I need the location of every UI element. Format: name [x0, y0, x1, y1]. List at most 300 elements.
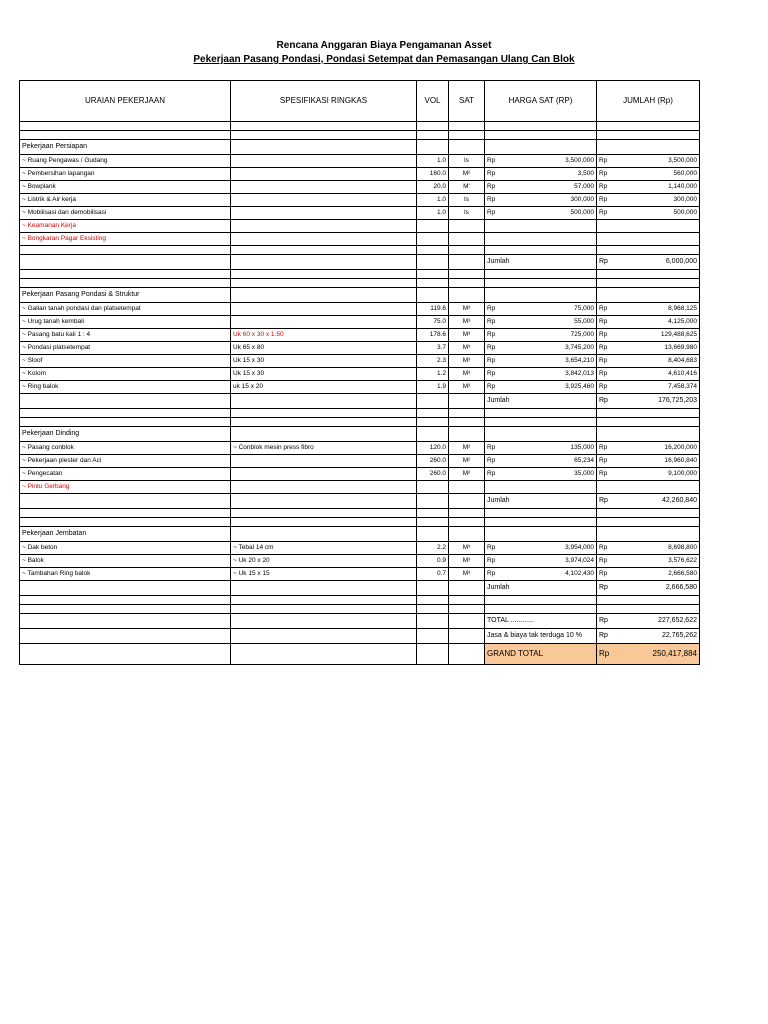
amount: 55,000	[574, 318, 594, 325]
item-unit: M²	[449, 468, 485, 481]
item-volume: 0.7	[417, 568, 449, 581]
item-volume: 0.9	[417, 555, 449, 568]
item-unit-price	[485, 207, 597, 220]
section-title: Pekerjaan Persiapan	[20, 140, 231, 155]
amount: 4,102,430	[565, 570, 594, 577]
amount: 3,954,000	[565, 544, 594, 551]
empty-cell	[231, 394, 417, 409]
empty-cell	[231, 279, 417, 288]
total-amount	[597, 614, 700, 629]
table-row	[20, 455, 700, 468]
table-row	[20, 316, 700, 329]
empty-cell	[20, 605, 231, 614]
empty-cell	[20, 122, 231, 131]
currency-label: Rp	[599, 557, 608, 564]
table-row	[20, 233, 700, 246]
currency-label: Rp	[599, 457, 608, 464]
item-amount	[597, 155, 700, 168]
item-description: ~ Pondasi platsetempat	[20, 342, 231, 355]
empty-cell	[20, 131, 231, 140]
spacer-row	[20, 418, 700, 427]
currency-label: Rp	[487, 196, 496, 203]
amount: 35,000	[574, 470, 594, 477]
empty-cell	[597, 279, 700, 288]
subtotal-row	[20, 394, 700, 409]
empty-cell	[417, 527, 449, 542]
item-volume: 178.6	[417, 329, 449, 342]
empty-cell	[597, 418, 700, 427]
table-row	[20, 355, 700, 368]
empty-cell	[485, 427, 597, 442]
empty-cell	[20, 581, 231, 596]
empty-cell	[449, 131, 485, 140]
item-unit-price	[485, 542, 597, 555]
currency-label: Rp	[487, 357, 496, 364]
spacer-row	[20, 518, 700, 527]
empty-cell	[449, 581, 485, 596]
item-specification	[231, 233, 417, 246]
empty-cell	[417, 605, 449, 614]
empty-cell	[417, 279, 449, 288]
item-unit-price	[485, 316, 597, 329]
amount: 3,654,210	[565, 357, 594, 364]
empty-cell	[20, 394, 231, 409]
empty-cell	[231, 518, 417, 527]
item-unit: M³	[449, 368, 485, 381]
empty-cell	[417, 394, 449, 409]
empty-cell	[597, 527, 700, 542]
item-unit-price	[485, 342, 597, 355]
empty-cell	[449, 394, 485, 409]
item-description: ~ Kolom	[20, 368, 231, 381]
amount: 3,925,460	[565, 383, 594, 390]
item-unit: M²	[449, 442, 485, 455]
item-volume	[417, 220, 449, 233]
header-spesifikasi: SPESIFIKASI RINGKAS	[231, 81, 417, 122]
contingency-label: Jasa & biaya tak terduga 10 %	[485, 629, 597, 644]
item-amount	[597, 329, 700, 342]
currency-label: Rp	[599, 157, 608, 164]
empty-cell	[449, 509, 485, 518]
empty-cell	[485, 527, 597, 542]
empty-cell	[449, 122, 485, 131]
grand-total-row	[20, 644, 700, 665]
empty-cell	[20, 279, 231, 288]
item-unit-price	[485, 442, 597, 455]
item-specification: Uk 65 x 80	[231, 342, 417, 355]
empty-cell	[20, 246, 231, 255]
item-unit-price	[485, 555, 597, 568]
item-unit	[449, 220, 485, 233]
table-row	[20, 442, 700, 455]
item-description: ~ Urug tanah kembali	[20, 316, 231, 329]
currency-label: Rp	[487, 305, 496, 312]
item-unit-price	[485, 368, 597, 381]
item-description: ~ Pintu Gerbang	[20, 481, 231, 494]
empty-cell	[485, 288, 597, 303]
currency-label: Rp	[487, 470, 496, 477]
item-amount	[597, 468, 700, 481]
total-label: TOTAL ............	[485, 614, 597, 629]
amount: 16,960,840	[664, 457, 697, 464]
empty-cell	[417, 122, 449, 131]
subtotal-amount	[597, 394, 700, 409]
header-jumlah: JUMLAH (Rp)	[597, 81, 700, 122]
currency-label: Rp	[599, 209, 608, 216]
item-volume: 2.3	[417, 355, 449, 368]
item-volume: 119.6	[417, 303, 449, 316]
item-unit: ls	[449, 155, 485, 168]
item-unit: M³	[449, 342, 485, 355]
currency-label: Rp	[599, 584, 608, 591]
empty-cell	[417, 246, 449, 255]
item-unit: ls	[449, 207, 485, 220]
item-volume	[417, 481, 449, 494]
item-volume: 1.0	[417, 194, 449, 207]
currency-label: Rp	[487, 183, 496, 190]
amount: 6,000,000	[665, 258, 697, 265]
table-row	[20, 329, 700, 342]
empty-cell	[597, 246, 700, 255]
item-unit: M'	[449, 181, 485, 194]
empty-cell	[597, 140, 700, 155]
empty-cell	[417, 270, 449, 279]
empty-cell	[449, 270, 485, 279]
item-volume: 260.0	[417, 468, 449, 481]
currency-label: Rp	[487, 331, 496, 338]
spacer-row	[20, 270, 700, 279]
currency-label: Rp	[599, 258, 608, 265]
item-amount	[597, 542, 700, 555]
item-description: ~ Sloof	[20, 355, 231, 368]
item-unit-price	[485, 381, 597, 394]
empty-cell	[231, 509, 417, 518]
empty-cell	[449, 246, 485, 255]
amount: 3,745,200	[565, 344, 594, 351]
empty-cell	[231, 418, 417, 427]
item-volume: 260.0	[417, 455, 449, 468]
empty-cell	[449, 614, 485, 629]
subtotal-label: Jumlah	[485, 255, 597, 270]
empty-cell	[597, 122, 700, 131]
item-amount	[597, 194, 700, 207]
section-title-row	[20, 288, 700, 303]
table-row	[20, 555, 700, 568]
subtotal-row	[20, 494, 700, 509]
item-amount	[597, 303, 700, 316]
empty-cell	[231, 246, 417, 255]
empty-cell	[417, 255, 449, 270]
empty-cell	[417, 288, 449, 303]
currency-label: Rp	[487, 570, 496, 577]
currency-label: Rp	[599, 544, 608, 551]
amount: 65,234	[574, 457, 594, 464]
item-description: ~ Dak beton	[20, 542, 231, 555]
empty-cell	[231, 427, 417, 442]
spacer-row	[20, 246, 700, 255]
item-unit-price	[485, 455, 597, 468]
header-uraian: URAIAN PEKERJAAN	[20, 81, 231, 122]
table-row	[20, 194, 700, 207]
empty-cell	[231, 596, 417, 605]
item-description: ~ Ruang Pengawas / Gudang	[20, 155, 231, 168]
item-volume: 160.0	[417, 168, 449, 181]
item-unit: M³	[449, 542, 485, 555]
item-specification	[231, 168, 417, 181]
empty-cell	[449, 518, 485, 527]
empty-cell	[597, 131, 700, 140]
amount: 500,000	[673, 209, 697, 216]
item-unit-price	[485, 155, 597, 168]
currency-label: Rp	[599, 196, 608, 203]
empty-cell	[417, 509, 449, 518]
item-unit-price	[485, 181, 597, 194]
empty-cell	[449, 140, 485, 155]
empty-cell	[449, 288, 485, 303]
table-row	[20, 481, 700, 494]
currency-label: Rp	[487, 557, 496, 564]
currency-label: Rp	[599, 331, 608, 338]
item-volume: 1.2	[417, 368, 449, 381]
empty-cell	[597, 427, 700, 442]
empty-cell	[449, 279, 485, 288]
item-description: ~ Pembersihan lapangan	[20, 168, 231, 181]
table-row	[20, 381, 700, 394]
item-amount	[597, 181, 700, 194]
empty-cell	[231, 581, 417, 596]
currency-label: Rp	[487, 344, 496, 351]
amount: 176,725,203	[658, 397, 697, 404]
amount: 2,666,580	[665, 584, 697, 591]
item-description: ~ Pasang conblok	[20, 442, 231, 455]
currency-label: Rp	[599, 305, 608, 312]
total-row	[20, 614, 700, 629]
table-row	[20, 207, 700, 220]
item-specification: Uk 15 x 30	[231, 355, 417, 368]
amount: 75,000	[574, 305, 594, 312]
table-row	[20, 155, 700, 168]
cost-estimate-table	[19, 80, 700, 665]
empty-cell	[231, 494, 417, 509]
item-amount	[597, 481, 700, 494]
item-amount	[597, 220, 700, 233]
item-amount	[597, 568, 700, 581]
empty-cell	[20, 629, 231, 644]
item-specification	[231, 181, 417, 194]
spacer-row	[20, 279, 700, 288]
currency-label: Rp	[599, 397, 608, 404]
item-amount	[597, 381, 700, 394]
table-row	[20, 368, 700, 381]
amount: 57,000	[574, 183, 594, 190]
empty-cell	[485, 122, 597, 131]
section-title: Pekerjaan Dinding	[20, 427, 231, 442]
empty-cell	[485, 596, 597, 605]
currency-label: Rp	[599, 370, 608, 377]
currency-label: Rp	[487, 209, 496, 216]
amount: 13,669,980	[664, 344, 697, 351]
item-description: ~ Bowplank	[20, 181, 231, 194]
item-volume: 1.9	[417, 381, 449, 394]
empty-cell	[449, 427, 485, 442]
empty-cell	[231, 122, 417, 131]
currency-label: Rp	[599, 444, 608, 451]
item-unit	[449, 233, 485, 246]
item-amount	[597, 355, 700, 368]
empty-cell	[20, 596, 231, 605]
empty-cell	[485, 509, 597, 518]
empty-cell	[417, 427, 449, 442]
empty-cell	[485, 409, 597, 418]
item-specification: ~ Tebal 14 cm	[231, 542, 417, 555]
item-description: ~ Galian tanah pondasi dan platsetempat	[20, 303, 231, 316]
empty-cell	[597, 605, 700, 614]
empty-cell	[20, 255, 231, 270]
currency-label: Rp	[599, 649, 610, 658]
item-unit: M³	[449, 381, 485, 394]
page-subtitle: Pekerjaan Pasang Pondasi, Pondasi Setempat dan Pemasangan Ulang Can Blok	[193, 54, 575, 65]
empty-cell	[20, 409, 231, 418]
subtotal-amount	[597, 494, 700, 509]
item-unit-price	[485, 355, 597, 368]
empty-cell	[485, 518, 597, 527]
empty-cell	[20, 614, 231, 629]
empty-cell	[449, 255, 485, 270]
currency-label: Rp	[487, 318, 496, 325]
currency-label: Rp	[487, 444, 496, 451]
table-row	[20, 342, 700, 355]
item-amount	[597, 233, 700, 246]
contingency-row	[20, 629, 700, 644]
currency-label: Rp	[599, 383, 608, 390]
item-description: ~ Ring balok	[20, 381, 231, 394]
subtotal-label: Jumlah	[485, 494, 597, 509]
empty-cell	[597, 409, 700, 418]
currency-label: Rp	[487, 544, 496, 551]
subtotal-label: Jumlah	[485, 581, 597, 596]
item-unit: M²	[449, 455, 485, 468]
currency-label: Rp	[487, 170, 496, 177]
spacer-row	[20, 409, 700, 418]
item-specification: Uk 15 x 30	[231, 368, 417, 381]
amount: 8,698,800	[668, 544, 697, 551]
currency-label: Rp	[599, 632, 608, 639]
empty-cell	[485, 605, 597, 614]
empty-cell	[417, 644, 449, 665]
amount: 560,000	[673, 170, 697, 177]
amount: 3,576,622	[668, 557, 697, 564]
amount: 4,610,416	[668, 370, 697, 377]
item-amount	[597, 207, 700, 220]
item-amount	[597, 168, 700, 181]
item-volume	[417, 233, 449, 246]
empty-cell	[417, 140, 449, 155]
amount: 16,200,000	[664, 444, 697, 451]
item-specification	[231, 455, 417, 468]
empty-cell	[417, 596, 449, 605]
item-unit-price	[485, 468, 597, 481]
empty-cell	[417, 409, 449, 418]
grand-total-label: GRAND TOTAL	[485, 644, 597, 665]
amount: 1,140,000	[668, 183, 697, 190]
amount: 9,100,000	[668, 470, 697, 477]
amount: 3,974,024	[565, 557, 594, 564]
section-title: Pekerjaan Pasang Pondasi & Struktur	[20, 288, 231, 303]
empty-cell	[485, 140, 597, 155]
item-specification	[231, 220, 417, 233]
spacer-row	[20, 122, 700, 131]
amount: 8,404,683	[668, 357, 697, 364]
empty-cell	[417, 494, 449, 509]
table-row	[20, 542, 700, 555]
empty-cell	[485, 279, 597, 288]
grand-total-amount	[597, 644, 700, 665]
item-specification: ~ Uk 15 x 15	[231, 568, 417, 581]
empty-cell	[449, 596, 485, 605]
empty-cell	[597, 288, 700, 303]
empty-cell	[20, 418, 231, 427]
empty-cell	[20, 644, 231, 665]
item-description: ~ Pasang batu kali 1 : 4	[20, 329, 231, 342]
amount: 725,000	[570, 331, 594, 338]
item-unit	[449, 481, 485, 494]
item-description: ~ Pekerjaan plester dan Aci	[20, 455, 231, 468]
item-description: ~ Bongkaran Pagar Eksisting	[20, 233, 231, 246]
currency-label: Rp	[599, 318, 608, 325]
item-unit-price	[485, 481, 597, 494]
empty-cell	[417, 581, 449, 596]
empty-cell	[417, 131, 449, 140]
item-unit: M³	[449, 316, 485, 329]
amount: 2,666,580	[668, 570, 697, 577]
item-description: ~ Mobilisasi dan demobilisasi	[20, 207, 231, 220]
subtotal-label: Jumlah	[485, 394, 597, 409]
table-row	[20, 568, 700, 581]
item-specification: uk 15 x 20	[231, 381, 417, 394]
table-row	[20, 303, 700, 316]
item-unit-price	[485, 233, 597, 246]
currency-label: Rp	[487, 383, 496, 390]
item-unit: M³	[449, 568, 485, 581]
amount: 3,500,000	[668, 157, 697, 164]
header-row	[20, 81, 700, 122]
item-unit: M²	[449, 168, 485, 181]
currency-label: Rp	[599, 170, 608, 177]
section-title-row	[20, 527, 700, 542]
amount: 135,000	[570, 444, 594, 451]
spacer-row	[20, 596, 700, 605]
currency-label: Rp	[487, 370, 496, 377]
empty-cell	[485, 418, 597, 427]
empty-cell	[231, 131, 417, 140]
table-row	[20, 181, 700, 194]
item-specification	[231, 207, 417, 220]
item-specification: ~ Conblok mesin press fibro	[231, 442, 417, 455]
item-specification: Uk 60 x 30 x 1.50	[231, 329, 417, 342]
subtotal-amount	[597, 581, 700, 596]
currency-label: Rp	[487, 457, 496, 464]
item-specification	[231, 481, 417, 494]
amount: 22,765,262	[661, 632, 697, 639]
empty-cell	[231, 288, 417, 303]
empty-cell	[449, 494, 485, 509]
currency-label: Rp	[599, 470, 608, 477]
amount: 300,000	[673, 196, 697, 203]
currency-label: Rp	[599, 617, 608, 624]
empty-cell	[20, 509, 231, 518]
empty-cell	[20, 518, 231, 527]
item-unit: M³	[449, 355, 485, 368]
